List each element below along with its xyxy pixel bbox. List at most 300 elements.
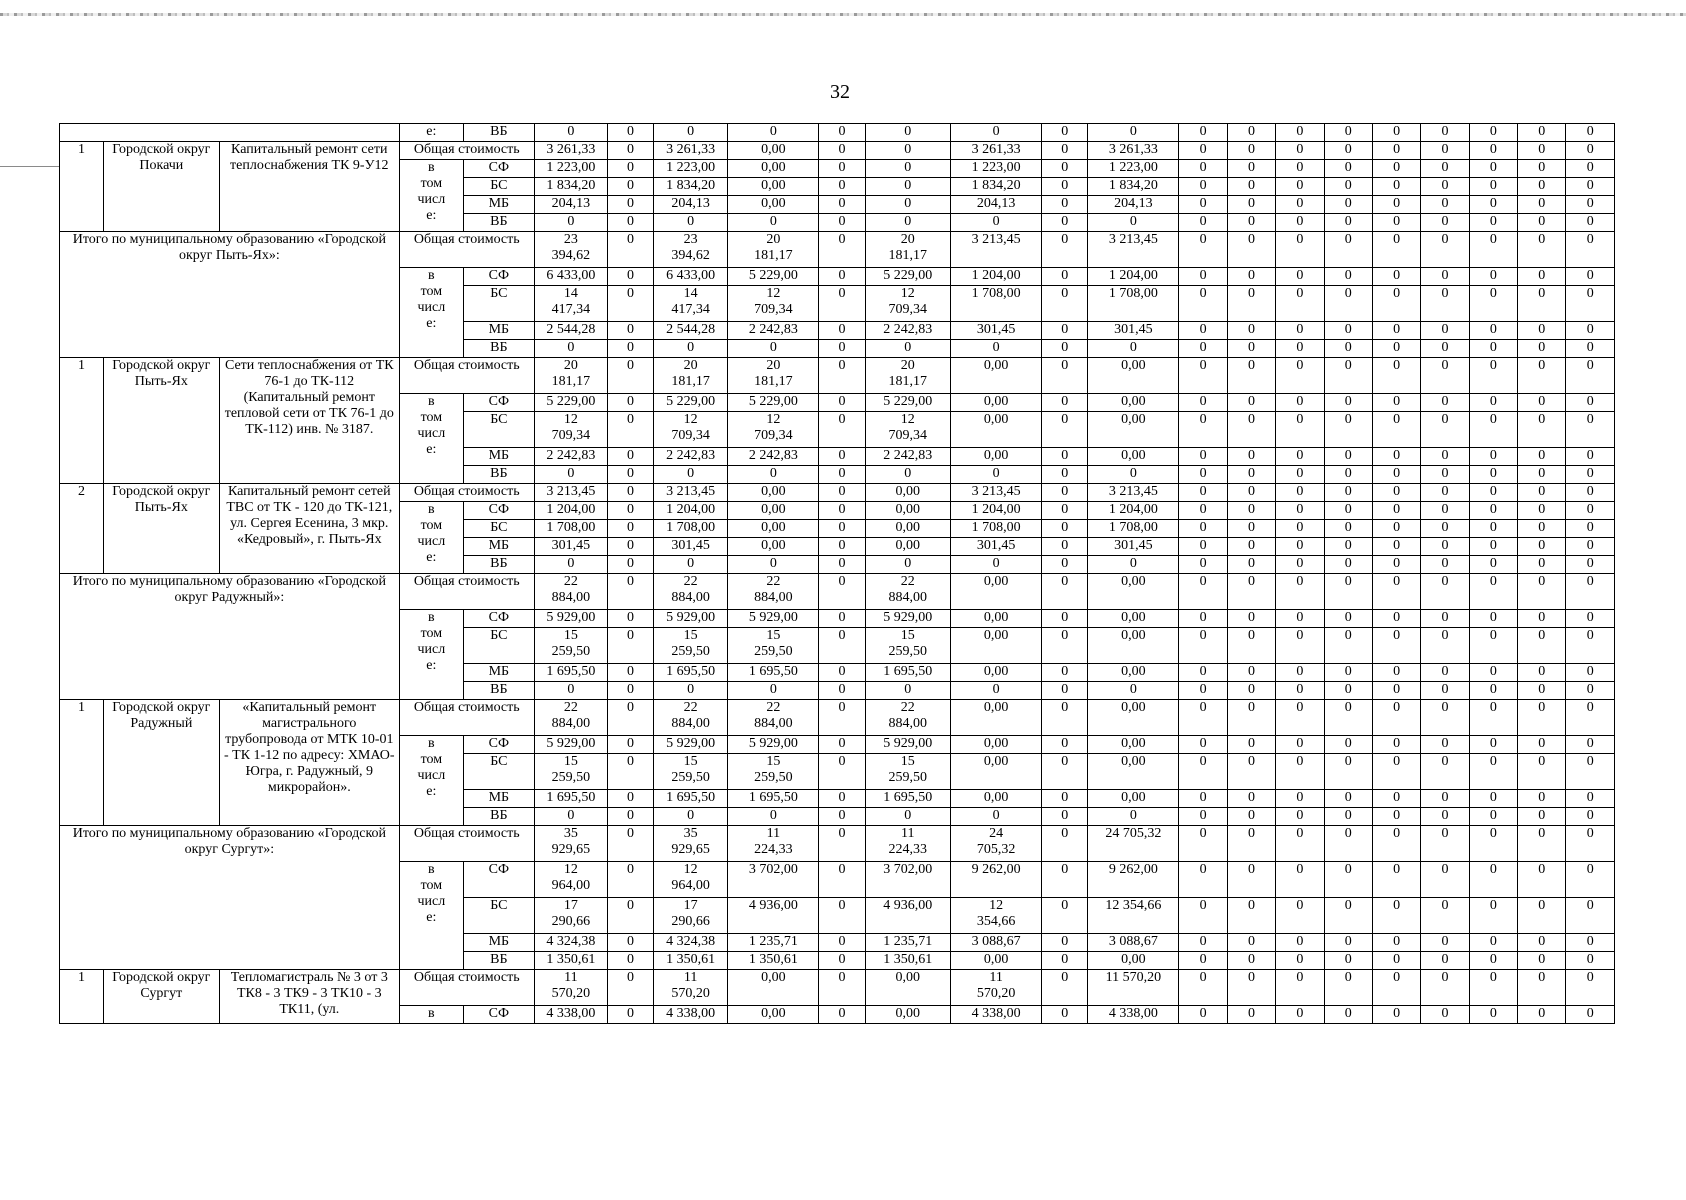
- table-cell: 0: [1324, 394, 1372, 412]
- table-cell: 0: [1421, 610, 1469, 628]
- table-cell: 0: [1518, 754, 1566, 790]
- table-cell: 12 354,66: [951, 898, 1042, 934]
- table-cell: 1 834,20: [951, 178, 1042, 196]
- table-cell: 0: [1421, 556, 1469, 574]
- table-cell: 2 242,83: [654, 448, 728, 466]
- table-cell: 35 929,65: [534, 826, 607, 862]
- table-cell: 0: [1469, 574, 1517, 610]
- table-cell: 0: [1372, 754, 1420, 790]
- table-cell: 0: [1469, 556, 1517, 574]
- table-cell: 0: [865, 682, 951, 700]
- page-number: 32: [830, 81, 850, 103]
- table-cell: 0,00: [728, 970, 819, 1006]
- table-cell: 0,00: [951, 736, 1042, 754]
- table-cell: 0,00: [728, 196, 819, 214]
- table-cell: 20 181,17: [865, 358, 951, 394]
- table-cell: 0: [1324, 610, 1372, 628]
- table-cell: 0,00: [951, 754, 1042, 790]
- table-cell: 22 884,00: [654, 700, 728, 736]
- table-cell: 22 884,00: [728, 700, 819, 736]
- table-cell: 0,00: [865, 520, 951, 538]
- table-cell: 0: [1421, 466, 1469, 484]
- table-cell: 0: [1469, 484, 1517, 502]
- table-cell: 1 223,00: [534, 160, 607, 178]
- table-cell: 0: [1421, 412, 1469, 448]
- table-cell: 0,00: [951, 448, 1042, 466]
- table-cell: 0: [1518, 340, 1566, 358]
- table-cell: СФ: [463, 610, 534, 628]
- table-cell: 0: [1042, 628, 1088, 664]
- table-cell: 4 338,00: [534, 1006, 607, 1024]
- table-cell: 0: [1469, 700, 1517, 736]
- table-cell: 0: [819, 790, 865, 808]
- table-cell: 0: [654, 214, 728, 232]
- table-cell: 0: [865, 142, 951, 160]
- table-cell: 0: [1421, 142, 1469, 160]
- table-cell: 0: [654, 124, 728, 142]
- table-cell: в: [399, 1006, 463, 1024]
- table-cell: 0: [819, 700, 865, 736]
- table-cell: 0: [654, 808, 728, 826]
- table-cell: 0: [607, 160, 653, 178]
- table-cell: 0: [819, 1006, 865, 1024]
- table-cell: 0: [654, 556, 728, 574]
- table-cell: 0: [1227, 1006, 1275, 1024]
- table-cell: 0: [1276, 394, 1324, 412]
- table-cell: 0: [1566, 232, 1615, 268]
- table-cell: 0: [1566, 340, 1615, 358]
- table-cell: 0: [819, 340, 865, 358]
- table-cell: 0: [1566, 826, 1615, 862]
- table-cell: 1 204,00: [534, 502, 607, 520]
- table-cell: 0: [1227, 538, 1275, 556]
- table-cell: ВБ: [463, 952, 534, 970]
- table-cell: 12 964,00: [654, 862, 728, 898]
- table-cell: 15 259,50: [654, 754, 728, 790]
- table-cell: 0: [1324, 412, 1372, 448]
- table-cell: Общая стоимость: [399, 970, 534, 1006]
- table-cell: 0: [1227, 322, 1275, 340]
- table-cell: 0: [728, 340, 819, 358]
- table-cell: 3 261,33: [1088, 142, 1179, 160]
- table-cell: 0: [1421, 520, 1469, 538]
- table-cell: 12 709,34: [534, 412, 607, 448]
- table-cell: 0: [1179, 520, 1227, 538]
- table-cell: 0: [1324, 502, 1372, 520]
- table-cell: 0,00: [1088, 394, 1179, 412]
- table-cell: 0: [1372, 556, 1420, 574]
- table-cell: 0: [1421, 1006, 1469, 1024]
- table-cell: 0: [1566, 934, 1615, 952]
- table-cell: 3 088,67: [951, 934, 1042, 952]
- table-cell: 0: [1324, 286, 1372, 322]
- table-cell: 0: [1227, 160, 1275, 178]
- table-cell: 0: [1276, 700, 1324, 736]
- table-cell: 0: [1227, 934, 1275, 952]
- table-cell: 3 702,00: [865, 862, 951, 898]
- table-cell: 0: [1518, 502, 1566, 520]
- table-cell: 22 884,00: [534, 574, 607, 610]
- table-cell: 0: [1518, 286, 1566, 322]
- table-cell: 0: [1179, 736, 1227, 754]
- table-cell: 0: [819, 178, 865, 196]
- table-cell: 12 964,00: [534, 862, 607, 898]
- table-cell: 15 259,50: [865, 754, 951, 790]
- table-row: [60, 970, 1615, 1006]
- table-cell: 0: [951, 556, 1042, 574]
- table-cell: 0: [951, 682, 1042, 700]
- table-cell: 3 213,45: [1088, 484, 1179, 502]
- table-cell: 0: [865, 556, 951, 574]
- table-cell: 0: [534, 808, 607, 826]
- table-cell: 0: [819, 142, 865, 160]
- table-cell: 1 695,50: [865, 664, 951, 682]
- table-cell: в том числ е:: [399, 394, 463, 484]
- table-cell: Общая стоимость: [399, 232, 534, 268]
- table-cell: 0: [1042, 412, 1088, 448]
- table-cell: Капитальный ремонт сетей ТВС от ТК - 120 до ТК-121, ул. Сергея Есенина, 3 мкр. «Кедровый», г. Пыть-Ях: [219, 484, 399, 574]
- table-cell: Общая стоимость: [399, 358, 534, 394]
- table-cell: 0: [1276, 610, 1324, 628]
- table-cell: 0: [1421, 970, 1469, 1006]
- table-cell: 0: [865, 466, 951, 484]
- table-cell: 0: [1276, 790, 1324, 808]
- table-cell: 5 929,00: [865, 610, 951, 628]
- table-cell: 0: [607, 754, 653, 790]
- table-cell: 0: [951, 808, 1042, 826]
- table-cell: 0: [819, 610, 865, 628]
- table-cell: 1 695,50: [865, 790, 951, 808]
- table-cell: в том числ е:: [399, 610, 463, 700]
- table-cell: 1 350,61: [865, 952, 951, 970]
- table-cell: 1 834,20: [654, 178, 728, 196]
- table-cell: 15 259,50: [728, 754, 819, 790]
- table-cell: 0: [1042, 394, 1088, 412]
- table-cell: 0: [1469, 322, 1517, 340]
- table-cell: 0: [865, 808, 951, 826]
- table-cell: 0: [607, 682, 653, 700]
- table-cell: 0: [607, 970, 653, 1006]
- table-cell: 4 324,38: [654, 934, 728, 952]
- table-cell: 204,13: [1088, 196, 1179, 214]
- table-cell: 0: [1227, 286, 1275, 322]
- table-cell: 0: [1227, 952, 1275, 970]
- table-cell: 0: [1179, 538, 1227, 556]
- table-cell: 0: [1566, 124, 1615, 142]
- table-cell: 0: [951, 214, 1042, 232]
- table-cell: 2 242,83: [728, 448, 819, 466]
- table-cell: 0: [1421, 178, 1469, 196]
- table-cell: 0: [607, 664, 653, 682]
- table-cell: 0: [1276, 340, 1324, 358]
- table-cell: 0: [607, 340, 653, 358]
- table-cell: 0: [1372, 700, 1420, 736]
- table-cell: 0: [865, 340, 951, 358]
- table-cell: в том числ е:: [399, 160, 463, 232]
- table-cell: 0: [1518, 232, 1566, 268]
- table-cell: 0: [1042, 898, 1088, 934]
- table-cell: 0: [1518, 610, 1566, 628]
- table-cell: 0: [1518, 160, 1566, 178]
- table-cell: 0: [1324, 466, 1372, 484]
- table-cell: 0: [1324, 484, 1372, 502]
- table-cell: 0: [1469, 124, 1517, 142]
- table-cell: 0: [1421, 574, 1469, 610]
- table-cell: 0: [1179, 394, 1227, 412]
- table-cell: 0: [1042, 754, 1088, 790]
- table-cell: 0: [1088, 214, 1179, 232]
- table-cell: 0: [865, 196, 951, 214]
- table-cell: 0: [1324, 700, 1372, 736]
- table-cell: 0,00: [728, 502, 819, 520]
- table-cell: 0,00: [1088, 790, 1179, 808]
- table-cell: Общая стоимость: [399, 574, 534, 610]
- table-cell: 0: [1179, 214, 1227, 232]
- table-cell: 0,00: [951, 358, 1042, 394]
- table-cell: 24 705,32: [951, 826, 1042, 862]
- table-cell: 204,13: [654, 196, 728, 214]
- table-cell: 0: [1566, 790, 1615, 808]
- table-cell: 0: [1179, 898, 1227, 934]
- table-cell: 0: [1276, 808, 1324, 826]
- table-cell: 0: [607, 322, 653, 340]
- table-cell: Итого по муниципальному образованию «Городской округ Сургут»:: [60, 826, 400, 970]
- table-cell: 0: [1227, 898, 1275, 934]
- table-cell: 0: [728, 682, 819, 700]
- table-cell: 0: [1227, 178, 1275, 196]
- table-cell: 0: [1227, 448, 1275, 466]
- table-cell: 0: [1566, 268, 1615, 286]
- table-cell: 3 213,45: [951, 232, 1042, 268]
- table-cell: 0: [1227, 268, 1275, 286]
- table-cell: 0: [819, 826, 865, 862]
- table-cell: 12 354,66: [1088, 898, 1179, 934]
- table-cell: 0: [819, 214, 865, 232]
- table-cell: 0: [1042, 826, 1088, 862]
- table-cell: 0: [1324, 970, 1372, 1006]
- table-cell: 301,45: [951, 538, 1042, 556]
- table-cell: 0: [1518, 322, 1566, 340]
- table-cell: 0: [1324, 556, 1372, 574]
- table-cell: 0: [1372, 358, 1420, 394]
- table-cell: Городской округ Радужный: [103, 700, 219, 826]
- table-cell: 0: [1042, 484, 1088, 502]
- table-cell: 0: [1324, 124, 1372, 142]
- table-cell: 12 709,34: [728, 286, 819, 322]
- table-cell: 0: [1042, 322, 1088, 340]
- table-cell: 0: [1324, 1006, 1372, 1024]
- table-cell: 0: [654, 466, 728, 484]
- table-cell: 0: [1566, 898, 1615, 934]
- table-cell: 0: [534, 124, 607, 142]
- table-cell: 0: [819, 934, 865, 952]
- table-cell: 0: [1518, 214, 1566, 232]
- table-cell: 0: [1088, 682, 1179, 700]
- table-cell: 0: [728, 214, 819, 232]
- table-cell: МБ: [463, 790, 534, 808]
- table-cell: е:: [399, 124, 463, 142]
- table-cell: СФ: [463, 862, 534, 898]
- table-cell: 1 223,00: [1088, 160, 1179, 178]
- table-cell: «Капитальный ремонт магистрального трубопровода от МТК 10-01 - ТК 1-12 по адресу: ХМАО-Югра, г. Радужный, 9 микрорайон».: [219, 700, 399, 826]
- table-cell: 17 290,66: [654, 898, 728, 934]
- table-cell: 0: [1179, 124, 1227, 142]
- table-cell: 0: [1372, 808, 1420, 826]
- table-cell: 0: [1469, 970, 1517, 1006]
- table-cell: 0: [1421, 268, 1469, 286]
- table-cell: 0: [1566, 178, 1615, 196]
- table-cell: 1 695,50: [728, 790, 819, 808]
- table-cell: 0: [1276, 664, 1324, 682]
- table-cell: 1 235,71: [728, 934, 819, 952]
- table-cell: 0: [1518, 394, 1566, 412]
- table-cell: 0: [1372, 574, 1420, 610]
- table-cell: 0: [1179, 934, 1227, 952]
- table-cell: 0: [607, 466, 653, 484]
- table-cell: 1: [60, 142, 104, 232]
- table-cell: 0: [1324, 214, 1372, 232]
- table-cell: СФ: [463, 160, 534, 178]
- table-cell: 0,00: [951, 574, 1042, 610]
- table-cell: 1: [60, 970, 104, 1024]
- table-cell: 1 708,00: [1088, 520, 1179, 538]
- table-cell: 0: [1518, 808, 1566, 826]
- table-cell: 12 709,34: [865, 412, 951, 448]
- table-cell: 0: [1372, 340, 1420, 358]
- table-cell: 0: [1566, 322, 1615, 340]
- table-cell: 0: [819, 124, 865, 142]
- table-cell: 0: [1469, 628, 1517, 664]
- table-cell: 301,45: [654, 538, 728, 556]
- table-cell: 15 259,50: [865, 628, 951, 664]
- table-cell: 0: [1324, 664, 1372, 682]
- table-cell: 0: [1088, 556, 1179, 574]
- table-cell: 0: [1179, 178, 1227, 196]
- table-cell: 0,00: [1088, 664, 1179, 682]
- table-cell: 5 229,00: [865, 394, 951, 412]
- table-cell: 0: [1469, 412, 1517, 448]
- table-cell: 1 223,00: [951, 160, 1042, 178]
- table-cell: 0: [819, 268, 865, 286]
- table-cell: 0: [1324, 898, 1372, 934]
- table-cell: 0,00: [728, 142, 819, 160]
- table-cell: 0: [1276, 1006, 1324, 1024]
- table-cell: 0: [1227, 466, 1275, 484]
- table-cell: 1 695,50: [728, 664, 819, 682]
- table-cell: 0: [1469, 448, 1517, 466]
- table-cell: 0: [1421, 124, 1469, 142]
- table-cell: 0: [1372, 196, 1420, 214]
- table-cell: Тепломагистраль № 3 от 3 ТК8 - 3 ТК9 - 3 ТК10 - 3 ТК11, (ул.: [219, 970, 399, 1024]
- table-cell: 0: [607, 268, 653, 286]
- table-cell: 0: [1469, 934, 1517, 952]
- table-cell: 0: [1469, 466, 1517, 484]
- table-cell: 5 229,00: [654, 394, 728, 412]
- table-cell: 14 417,34: [654, 286, 728, 322]
- table-cell: 0: [1469, 286, 1517, 322]
- table-cell: 5 929,00: [865, 736, 951, 754]
- table-cell: 1 204,00: [1088, 502, 1179, 520]
- table-cell: 0: [1421, 340, 1469, 358]
- table-cell: 22 884,00: [865, 574, 951, 610]
- table-cell: 9 262,00: [1088, 862, 1179, 898]
- table-cell: 15 259,50: [534, 754, 607, 790]
- table-cell: 0: [1227, 736, 1275, 754]
- table-cell: 12 709,34: [728, 412, 819, 448]
- table-cell: 0: [1227, 682, 1275, 700]
- table-cell: 4 936,00: [728, 898, 819, 934]
- table-cell: 0,00: [865, 538, 951, 556]
- table-cell: 0: [1227, 574, 1275, 610]
- table-cell: 0: [728, 124, 819, 142]
- table-cell: 0: [1372, 826, 1420, 862]
- table-cell: 15 259,50: [728, 628, 819, 664]
- table-cell: 3 261,33: [951, 142, 1042, 160]
- table-cell: ВБ: [463, 682, 534, 700]
- table-cell: 0: [819, 484, 865, 502]
- table-cell: 0: [1227, 142, 1275, 160]
- table-cell: 0: [1518, 934, 1566, 952]
- table-cell: 0: [1088, 808, 1179, 826]
- table-cell: 0: [1566, 556, 1615, 574]
- table-cell: 0: [607, 502, 653, 520]
- table-cell: 0: [1469, 520, 1517, 538]
- table-row: [60, 142, 1615, 160]
- table-cell: 2 544,28: [534, 322, 607, 340]
- table-cell: 0: [728, 808, 819, 826]
- table-cell: БС: [463, 628, 534, 664]
- table-cell: 0: [1421, 736, 1469, 754]
- table-cell: 0: [1042, 214, 1088, 232]
- table-cell: 0: [607, 1006, 653, 1024]
- table-cell: 0: [1227, 232, 1275, 268]
- table-cell: 0,00: [865, 502, 951, 520]
- table-cell: 0: [819, 682, 865, 700]
- table-cell: 0: [1566, 700, 1615, 736]
- table-cell: 0,00: [1088, 448, 1179, 466]
- table-cell: 0: [819, 232, 865, 268]
- table-cell: 0: [607, 736, 653, 754]
- table-cell: 0: [1324, 826, 1372, 862]
- table-cell: 0: [1372, 934, 1420, 952]
- table-cell: 0: [1042, 952, 1088, 970]
- table-cell: 0: [607, 808, 653, 826]
- table-cell: 0: [1276, 196, 1324, 214]
- table-cell: 0: [1372, 610, 1420, 628]
- table-cell: 3 213,45: [951, 484, 1042, 502]
- table-cell: 11 224,33: [728, 826, 819, 862]
- table-cell: 0: [1179, 412, 1227, 448]
- table-cell: 0: [1566, 196, 1615, 214]
- table-cell: 0: [1227, 484, 1275, 502]
- table-cell: 0: [1227, 862, 1275, 898]
- table-cell: ВБ: [463, 340, 534, 358]
- table-cell: 0: [1518, 520, 1566, 538]
- table-cell: МБ: [463, 448, 534, 466]
- table-cell: 0: [1518, 124, 1566, 142]
- table-cell: 0: [1042, 970, 1088, 1006]
- table-cell: [60, 124, 400, 142]
- table-cell: 0: [1042, 502, 1088, 520]
- table-cell: 0: [1518, 484, 1566, 502]
- table-cell: 0: [1227, 502, 1275, 520]
- table-cell: 0: [1042, 610, 1088, 628]
- table-cell: 0: [1324, 448, 1372, 466]
- table-body: [60, 124, 1615, 1024]
- table-cell: 0,00: [951, 790, 1042, 808]
- table-cell: 1 235,71: [865, 934, 951, 952]
- table-cell: СФ: [463, 1006, 534, 1024]
